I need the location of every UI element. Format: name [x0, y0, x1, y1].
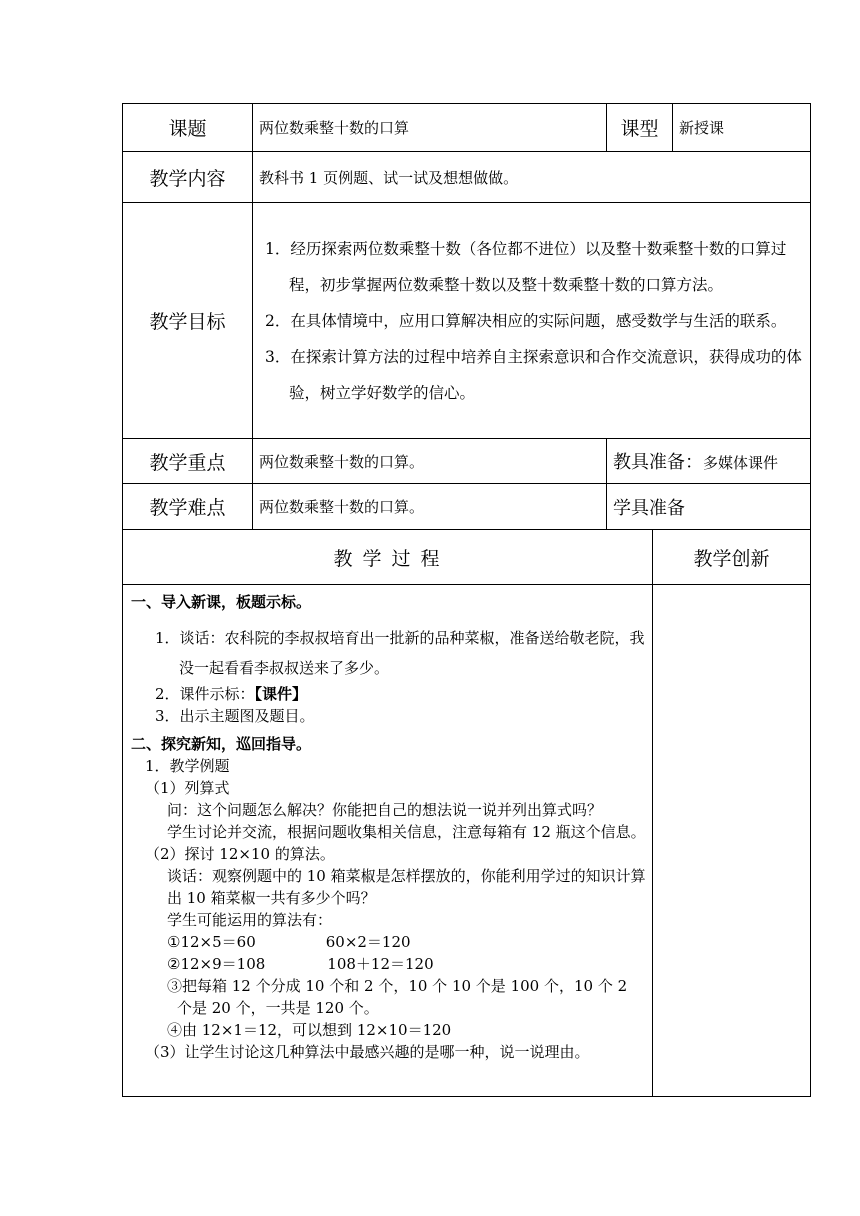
type-value: 新授课: [673, 104, 811, 152]
s2-sub-1: （1）列算式: [145, 779, 230, 797]
method-1b: 60×2＝120: [325, 933, 411, 951]
lesson-plan-table: [122, 103, 810, 1097]
s2-sub-2: （2）探讨 12×10 的算法。: [145, 845, 335, 863]
type-label: 课型: [607, 104, 673, 152]
tools-label: 教具准备：: [613, 452, 704, 473]
topic-label: 课题: [123, 104, 253, 152]
content-value: 教科书 1 页例题、试一试及想想做做。: [253, 152, 811, 203]
s2-item-1: 1．教学例题: [145, 757, 230, 775]
key-label: 教学重点: [123, 439, 253, 484]
s1-item-1: 1．谈话：农科院的李叔叔培育出一批新的品种菜椒，准备送给敬老院，我没一起看看李叔叔送来了多少。: [155, 629, 645, 677]
s2-sub-3: （3）让学生讨论这几种算法中最感兴趣的是哪一种，说一说理由。: [145, 1043, 590, 1061]
innovation-label: 教学创新: [653, 530, 811, 585]
method-1a: ①12×5＝60: [167, 933, 256, 951]
goal-item: 3．在探索计算方法的过程中培养自主探索意识和合作交流意识，获得成功的体验，树立学好数学的信心。: [265, 347, 802, 402]
topic-value: 两位数乘整十数的口算: [253, 104, 607, 152]
process-title: 教 学 过 程: [123, 530, 653, 585]
s1-item-3: 3．出示主题图及题目。: [155, 707, 315, 725]
goal-item: 1．经历探索两位数乘整十数（各位都不进位）以及整十数乘整十数的口算过程，初步掌握两位数乘整十数以及整十数乘整十数的口算方法。: [265, 239, 787, 294]
s2-sub-1-answer: 学生讨论并交流，根据问题收集相关信息，注意每箱有 12 瓶这个信息。: [167, 823, 646, 841]
student-tools-label: 学具准备: [607, 484, 811, 530]
goal-item: 2．在具体情境中，应用口算解决相应的实际问题，感受数学与生活的联系。: [265, 311, 787, 330]
method-2b: 108＋12＝120: [327, 955, 434, 973]
method-3: ③把每箱 12 个分成 10 个和 2 个，10 个 10 个是 100 个，10 个 2 个是 20 个，一共是 120 个。: [167, 977, 628, 1017]
difficulty-label: 教学难点: [123, 484, 253, 530]
method-1: [131, 931, 646, 953]
method-2a: ②12×9＝108: [167, 955, 266, 973]
goal-list: [253, 203, 811, 439]
goal-label: 教学目标: [123, 203, 253, 439]
difficulty-value: 两位数乘整十数的口算。: [253, 484, 607, 530]
tools-value: 多媒体课件: [703, 454, 779, 472]
tools-cell: [607, 439, 811, 484]
s2-sub-2-talk: 谈话：观察例题中的 10 箱菜椒是怎样摆放的，你能利用学过的知识计算出 10 箱菜椒一共有多少个吗？: [167, 867, 646, 907]
s1-item-2: [155, 683, 646, 705]
s2-sub-1-question: 问：这个问题怎么解决？你能把自己的想法说一说并列出算式吗？: [167, 801, 603, 819]
key-value: 两位数乘整十数的口算。: [253, 439, 607, 484]
innovation-content: [653, 585, 811, 1097]
method-4: ④由 12×1＝12，可以想到 12×10＝120: [167, 1021, 452, 1039]
method-2: [131, 953, 646, 975]
section-1-title: 一、导入新课，板题示标。: [131, 593, 312, 611]
s2-sub-2-may: 学生可能运用的算法有：: [167, 911, 333, 929]
section-2-title: 二、探究新知，巡回指导。: [131, 735, 312, 753]
content-label: 教学内容: [123, 152, 253, 203]
s1-item-2-bold: 【课件】: [254, 685, 308, 703]
s1-item-2-prefix: 2．课件示标：: [155, 685, 255, 703]
process-content: [123, 585, 653, 1097]
